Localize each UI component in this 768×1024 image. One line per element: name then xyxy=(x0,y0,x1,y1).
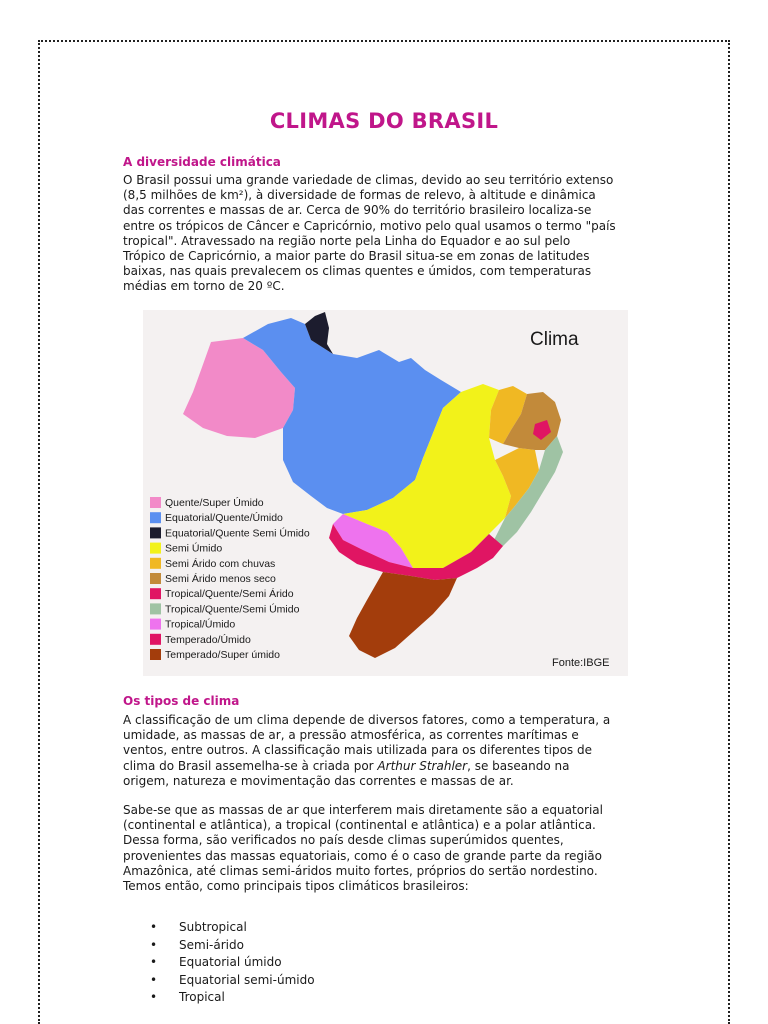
list-item: • Equatorial úmido xyxy=(150,954,315,972)
legend-swatch xyxy=(150,497,161,508)
text-line: das correntes e massas de ar. Cerca de 90% do território brasileiro localiza-se xyxy=(123,203,592,218)
page-title: CLIMAS DO BRASIL xyxy=(269,109,499,133)
legend-swatch xyxy=(150,603,161,614)
text-line: provenientes das massas equatoriais, como é o caso de grande parte da região xyxy=(123,848,602,863)
legend-swatch xyxy=(150,649,161,660)
text-line: (8,5 milhões de km²), à diversidade de formas de relevo, à altitude e dinâmica xyxy=(123,188,596,203)
legend-swatch xyxy=(150,527,161,538)
legend-label: Tropical/Úmido xyxy=(165,618,236,631)
text-line: Dessa forma, são verificados no país desde climas superúmidos quentes, xyxy=(123,833,564,848)
climate-types-list xyxy=(150,919,315,1007)
paragraph-tipos-1 xyxy=(123,713,643,789)
text-line: Trópico de Capricórnio, a maior parte do Brasil situa-se em zonas de latitudes xyxy=(123,249,590,264)
legend-label: Semi Árido menos seco xyxy=(165,573,276,585)
text-line: origem, natureza e movimentação das correntes e massas de ar. xyxy=(123,773,514,788)
legend-label: Quente/Super Úmido xyxy=(165,497,264,509)
paragraph-diversidade xyxy=(123,173,643,295)
text-line: entre os trópicos de Câncer e Capricórnio, motivo pelo qual usamos o termo "país xyxy=(123,218,616,233)
list-item: • Equatorial semi-úmido xyxy=(150,972,315,990)
text-line: (continental e atlântica), a tropical (continental e atlântica) e a polar atlântica. xyxy=(123,818,596,833)
text-line: baixas, nas quais prevalecem os climas quentes e úmidos, com temperaturas xyxy=(123,264,592,279)
text-line: Temos então, como principais tipos climáticos brasileiros: xyxy=(123,879,469,894)
legend-label: Tropical/Quente/Semi Úmido xyxy=(165,603,300,616)
text-line: tropical". Atravessado na região norte pela Linha do Equador e ao sul pelo xyxy=(123,233,571,248)
dotted-border-left xyxy=(38,40,40,1024)
map-source: Fonte:IBGE xyxy=(552,657,610,669)
climate-map xyxy=(143,310,628,676)
section-heading-diversidade: A diversidade climática xyxy=(123,155,281,169)
section-heading-tipos: Os tipos de clima xyxy=(123,694,240,708)
legend-swatch xyxy=(150,512,161,523)
text-line: Sabe-se que as massas de ar que interferem mais diretamente são a equatorial xyxy=(123,803,603,817)
legend-swatch xyxy=(150,634,161,645)
list-item: • Subtropical xyxy=(150,919,315,937)
legend-label: Temperado/Super úmido xyxy=(165,649,280,661)
text-line: clima do Brasil assemelha-se à criada por Arthur Strahler, se baseando na xyxy=(123,758,570,773)
text-line: médias em torno de 20 ºC. xyxy=(123,279,285,294)
legend-label: Temperado/Úmido xyxy=(165,633,251,646)
legend-label: Equatorial/Quente Semi Úmido xyxy=(165,527,310,540)
legend-swatch xyxy=(150,558,161,569)
text-line: ventos, entre outros. A classificação mais utilizada para os diferentes tipos de xyxy=(123,743,592,758)
text-line: umidade, as massas de ar, a pressão atmosférica, as correntes marítimas e xyxy=(123,728,579,743)
legend-swatch xyxy=(150,619,161,630)
list-item: • Tropical xyxy=(150,989,315,1007)
dotted-border-top xyxy=(38,40,730,42)
legend-label: Equatorial/Quente/Úmido xyxy=(165,512,283,525)
text-line: A classificação de um clima depende de diversos fatores, como a temperatura, a xyxy=(123,713,611,727)
paragraph-tipos-2 xyxy=(123,803,643,894)
list-item: • Semi-árido xyxy=(150,937,315,955)
legend-label: Semi Úmido xyxy=(165,542,223,555)
map-title: Clima xyxy=(530,329,579,350)
author-name: Arthur Strahler xyxy=(377,758,468,773)
text-line: O Brasil possui uma grande variedade de climas, devido ao seu território extenso xyxy=(123,173,614,187)
legend-label: Tropical/Quente/Semi Árido xyxy=(165,588,294,601)
legend-label: Semi Árido com chuvas xyxy=(165,557,276,570)
legend-swatch xyxy=(150,588,161,599)
dotted-border-right xyxy=(728,40,730,1024)
text-line: Amazônica, até climas semi-áridos muito fortes, próprios do sertão nordestino. xyxy=(123,863,598,878)
legend-swatch xyxy=(150,543,161,554)
legend-swatch xyxy=(150,573,161,584)
